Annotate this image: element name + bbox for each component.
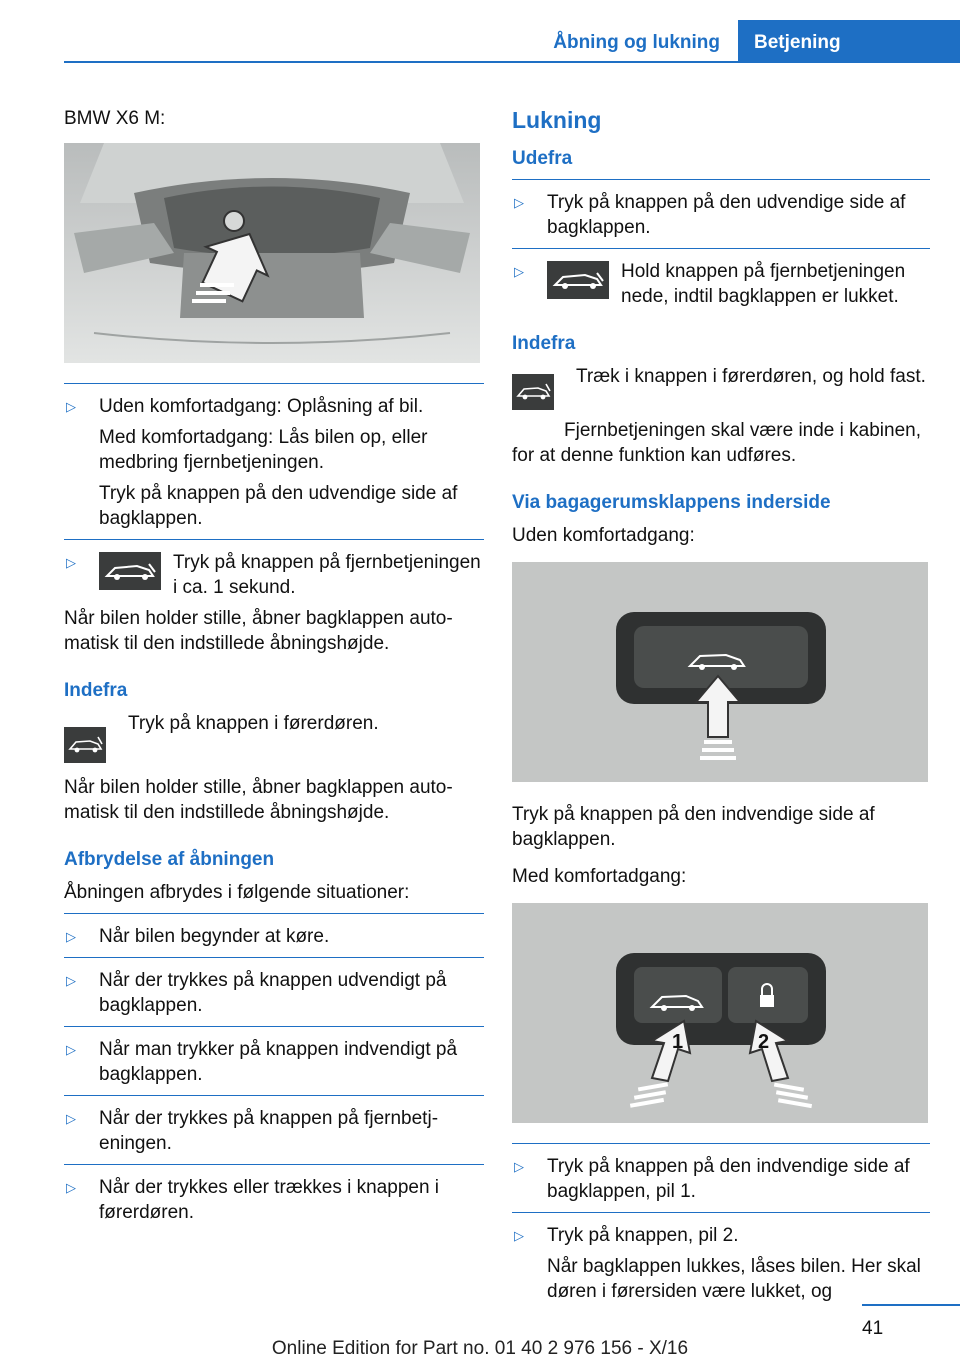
section-title: Åbning og lukning (553, 32, 720, 53)
paragraph: Åbningen afbrydes i følgende situationer: (64, 882, 410, 903)
section-heading: Indefra (64, 680, 128, 701)
list-item: ▷ Hold knappen på fjernbetjeningen nede, indtil bagklappen er lukket. (514, 261, 906, 307)
triangle-right-icon: ▷ (66, 973, 76, 988)
page-header (0, 0, 960, 64)
list-item: ▷ Tryk på knappen, pil 2. Når bagklappen lukkes, låses bilen. Her skal døren i førersiden være lukket, og (514, 1225, 921, 1302)
triangle-right-icon: ▷ (514, 195, 524, 210)
right-column (512, 100, 930, 1310)
car-tailgate-icon (512, 374, 574, 412)
car-tailgate-icon (547, 261, 609, 299)
list-item: ▷ Når bilen begynder at køre. (66, 926, 330, 947)
triangle-right-icon: ▷ (514, 1228, 524, 1243)
triangle-right-icon: ▷ (66, 1111, 76, 1126)
arrow-label-1: 1 (672, 1031, 684, 1053)
section-heading: Indefra (512, 333, 576, 354)
section-heading: Afbrydelse af åbningen (64, 849, 275, 870)
list-divider (64, 539, 484, 540)
paragraph: Med komfortadgang: (512, 866, 687, 887)
triangle-right-icon: ▷ (66, 1042, 76, 1057)
paragraph: Fjernbetjeningen skal være inde i kabinen, for at denne funktion kan udføres. (512, 420, 921, 466)
section-title-lukning: Lukning (512, 107, 602, 133)
list-divider (64, 383, 484, 384)
list-item: ▷ Når der trykkes eller trækkes i knappen i førerdøren. (66, 1177, 440, 1223)
arrow-label-2: 2 (758, 1031, 770, 1053)
icon-text-row: Tryk på knappen i førerdøren. (64, 711, 484, 765)
triangle-right-icon: ▷ (66, 929, 76, 944)
list-item: ▷ Tryk på knappen på den indvendige side af bagklappen, pil 1. (514, 1156, 910, 1202)
paragraph: Uden komfortadgang: (512, 525, 695, 546)
section-heading: Via bagagerumsklappens inderside (512, 492, 831, 513)
list-item: ▷ Når man trykker på knappen indvendigt på bagklappen. (66, 1039, 458, 1085)
footer-rule (862, 1304, 960, 1306)
paragraph: Når bilen holder stille, åbner bagklappen automatisk til den indstillede åbningshøjde. (64, 777, 453, 823)
image-caption: BMW X6 M: (64, 108, 166, 129)
triangle-right-icon: ▷ (66, 555, 76, 570)
list-item: ▷ Tryk på knappen på fjernbetjeningen i ca. 1 sekund. (66, 552, 481, 598)
inner-tailgate-button-illustration (512, 562, 928, 782)
section-heading: Udefra (512, 148, 573, 169)
triangle-right-icon: ▷ (514, 1159, 524, 1174)
left-column (64, 100, 484, 1231)
list-item: ▷ Når der trykkes på knappen udvendigt på bagklappen. (66, 970, 447, 1016)
list-item: ▷ Når der trykkes på knappen på fjernbetjeningen. (66, 1108, 439, 1154)
triangle-right-icon: ▷ (514, 264, 524, 279)
header-rule (64, 61, 960, 63)
list-item: ▷ Uden komfortadgang: Oplåsning af bil. Med komfortadgang: Lås bilen op, eller medbring fjernbetjeningen. Tryk på knappen på den udvendige side af bagklappen. (66, 396, 458, 529)
icon-text-row: Træk i knappen i førerdøren, og hold fast. (512, 364, 930, 412)
tailgate-exterior-illustration (64, 143, 480, 363)
paragraph: Når bilen holder stille, åbner bagklappen automatisk til den indstillede åbningshøjde. (64, 608, 453, 654)
paragraph: Tryk på knappen på den indvendige side af bagklappen. (512, 804, 875, 850)
triangle-right-icon: ▷ (66, 399, 76, 414)
inner-tailgate-two-buttons-illustration (512, 903, 928, 1123)
edition-footer: Online Edition for Part no. 01 40 2 976 156 - X/16 (271, 1338, 689, 1359)
interrupt-list (64, 913, 484, 1225)
car-tailgate-icon (64, 727, 126, 765)
triangle-right-icon: ▷ (66, 1180, 76, 1195)
page-number: 41 (862, 1318, 884, 1339)
list-item: ▷ Tryk på knappen på den udvendige side af bagklappen. (514, 192, 906, 238)
car-tailgate-icon (99, 552, 161, 590)
chapter-tab: Betjening (738, 20, 960, 63)
